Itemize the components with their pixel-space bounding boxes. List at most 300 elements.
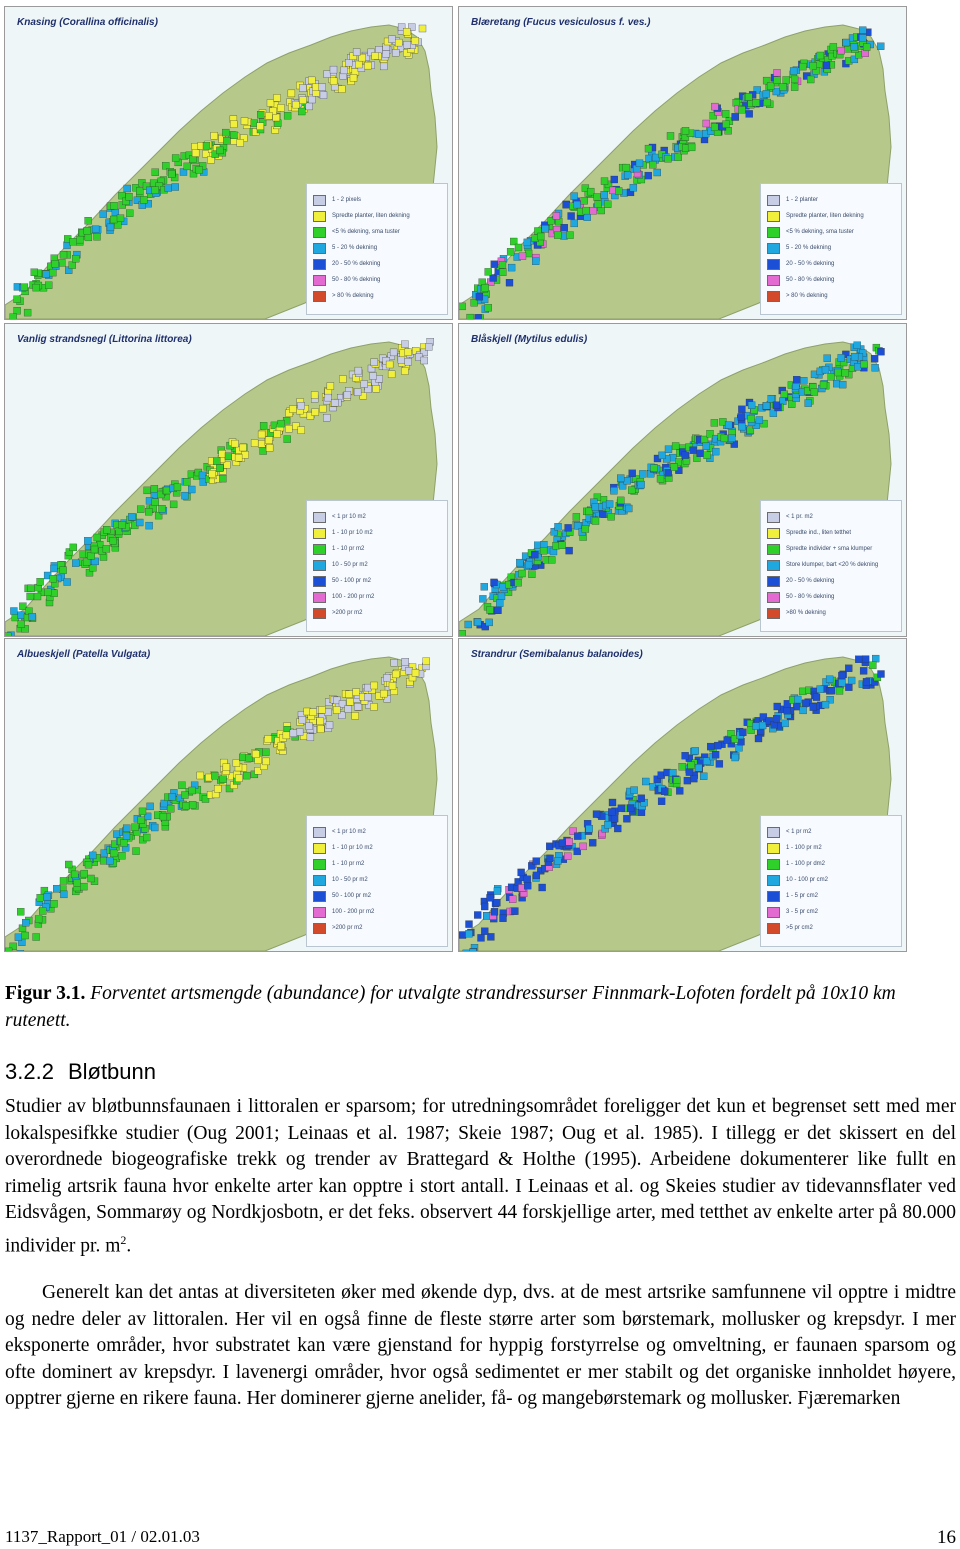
legend-swatch xyxy=(767,827,780,838)
legend-swatch xyxy=(313,560,326,571)
grid-cell xyxy=(168,171,175,178)
map-panel-strandrur xyxy=(458,638,907,952)
grid-cell xyxy=(94,534,101,541)
grid-cell xyxy=(555,523,562,530)
grid-cell xyxy=(487,607,494,614)
grid-cell xyxy=(192,150,199,157)
grid-cell xyxy=(481,903,488,910)
legend-swatch xyxy=(313,259,326,270)
grid-cell xyxy=(405,349,412,356)
grid-cell xyxy=(189,787,196,794)
grid-cell xyxy=(567,232,574,239)
legend-label: 5 - 20 % dekning xyxy=(786,245,832,251)
grid-cell xyxy=(703,120,710,127)
grid-cell xyxy=(84,227,91,234)
grid-cell xyxy=(178,782,185,789)
map-legend xyxy=(760,815,902,947)
legend-entry xyxy=(313,226,400,238)
paragraph-1-end: . xyxy=(126,1235,132,1257)
grid-cell xyxy=(354,389,361,396)
grid-cell xyxy=(318,706,325,713)
grid-cell xyxy=(500,915,507,922)
legend-label: 100 - 200 pr m2 xyxy=(332,909,375,915)
grid-cell xyxy=(310,709,317,716)
grid-cell xyxy=(822,366,829,373)
grid-cell xyxy=(5,948,12,951)
legend-label: 1 - 2 pixels xyxy=(332,197,362,203)
grid-cell xyxy=(587,188,594,195)
grid-cell xyxy=(77,236,84,243)
legend-label: 50 - 80 % dekning xyxy=(332,277,381,283)
grid-cell xyxy=(405,358,412,365)
grid-cell xyxy=(299,716,306,723)
grid-cell xyxy=(851,43,858,50)
grid-cell xyxy=(285,425,292,432)
grid-cell xyxy=(160,813,167,820)
grid-cell xyxy=(133,848,140,855)
grid-cell xyxy=(537,233,544,240)
figure-caption xyxy=(5,980,957,1034)
grid-cell xyxy=(623,815,630,822)
grid-cell xyxy=(423,658,430,665)
grid-cell xyxy=(667,132,674,139)
grid-cell xyxy=(338,86,345,93)
grid-cell xyxy=(21,284,28,291)
grid-cell xyxy=(85,861,92,868)
grid-cell xyxy=(553,212,560,219)
grid-cell xyxy=(657,475,664,482)
grid-cell xyxy=(231,440,238,447)
grid-cell xyxy=(211,132,218,139)
grid-cell xyxy=(629,470,636,477)
grid-cell xyxy=(170,501,177,508)
grid-cell xyxy=(165,185,172,192)
legend-entry xyxy=(767,194,818,206)
legend-label: 50 - 80 % dekning xyxy=(786,277,835,283)
grid-cell xyxy=(126,210,133,217)
grid-cell xyxy=(308,77,315,84)
grid-cell xyxy=(763,90,770,97)
legend-swatch xyxy=(313,907,326,918)
grid-cell xyxy=(199,472,206,479)
grid-cell xyxy=(604,201,611,208)
grid-cell xyxy=(346,691,353,698)
grid-cell xyxy=(733,99,740,106)
grid-cell xyxy=(774,69,781,76)
grid-cell xyxy=(71,871,78,878)
grid-cell xyxy=(783,77,790,84)
grid-cell xyxy=(288,90,295,97)
grid-cell xyxy=(661,788,668,795)
grid-cell xyxy=(842,369,849,376)
grid-cell xyxy=(753,99,760,106)
grid-cell xyxy=(712,448,719,455)
legend-entry xyxy=(313,559,368,571)
grid-cell xyxy=(624,171,631,178)
grid-cell xyxy=(763,402,770,409)
grid-cell xyxy=(390,349,397,356)
legend-swatch xyxy=(767,875,780,886)
grid-cell xyxy=(319,405,326,412)
grid-cell xyxy=(467,314,474,319)
legend-swatch xyxy=(767,859,780,870)
map-legend xyxy=(760,500,902,632)
legend-entry xyxy=(313,274,380,286)
legend-swatch xyxy=(313,227,326,238)
grid-cell xyxy=(581,197,588,204)
grid-cell xyxy=(839,381,846,388)
grid-cell xyxy=(630,184,637,191)
grid-cell xyxy=(352,712,359,719)
grid-cell xyxy=(139,808,146,815)
grid-cell xyxy=(169,793,176,800)
grid-cell xyxy=(844,45,851,52)
grid-cell xyxy=(330,78,337,85)
grid-cell xyxy=(673,777,680,784)
grid-cell xyxy=(642,778,649,785)
grid-cell xyxy=(70,238,77,245)
grid-cell xyxy=(151,824,158,831)
legend-swatch xyxy=(767,923,780,934)
grid-cell xyxy=(524,882,531,889)
grid-cell xyxy=(794,696,801,703)
grid-cell xyxy=(519,253,526,260)
grid-cell xyxy=(682,752,689,759)
caption-label: Figur 3.1. xyxy=(5,983,86,1004)
grid-cell xyxy=(110,216,117,223)
grid-cell xyxy=(561,224,568,231)
grid-cell xyxy=(711,103,718,110)
grid-cell xyxy=(859,27,866,34)
grid-cell xyxy=(24,309,31,316)
legend-entry xyxy=(313,290,374,302)
grid-cell xyxy=(748,415,755,422)
grid-cell xyxy=(240,444,247,451)
grid-cell xyxy=(172,184,179,191)
grid-cell xyxy=(654,169,661,176)
grid-cell xyxy=(793,376,800,383)
grid-cell xyxy=(478,934,485,941)
grid-cell xyxy=(85,234,92,241)
section-title: Bløtbunn xyxy=(67,1059,156,1084)
grid-cell xyxy=(384,674,391,681)
legend-label: >80 % dekning xyxy=(786,610,826,616)
grid-cell xyxy=(800,377,807,384)
grid-cell xyxy=(188,486,195,493)
legend-entry xyxy=(767,543,872,555)
grid-cell xyxy=(163,487,170,494)
grid-cell xyxy=(376,46,383,53)
grid-cell xyxy=(707,743,714,750)
grid-cell xyxy=(235,775,242,782)
grid-cell xyxy=(350,74,357,81)
grid-cell xyxy=(15,934,22,941)
grid-cell xyxy=(124,185,131,192)
grid-cell xyxy=(614,825,621,832)
grid-cell xyxy=(312,409,319,416)
grid-cell xyxy=(299,85,306,92)
grid-cell xyxy=(293,101,300,108)
grid-cell xyxy=(481,583,488,590)
grid-cell xyxy=(237,139,244,146)
grid-cell xyxy=(373,385,380,392)
grid-cell xyxy=(274,94,281,101)
grid-cell xyxy=(721,435,728,442)
grid-cell xyxy=(860,667,867,674)
legend-entry xyxy=(767,511,813,523)
grid-cell xyxy=(854,342,861,349)
legend-swatch xyxy=(767,512,780,523)
footer-report-id: 1137_Rapport_01 / 02.01.03 xyxy=(5,1527,200,1546)
legend-label: Store klumper, bart <20 % dekning xyxy=(786,562,879,568)
grid-cell xyxy=(878,348,885,355)
grid-cell xyxy=(830,43,837,50)
grid-cell xyxy=(222,129,229,136)
grid-cell xyxy=(33,284,40,291)
grid-cell xyxy=(566,838,573,845)
legend-entry xyxy=(767,258,834,270)
grid-cell xyxy=(599,511,606,518)
grid-cell xyxy=(790,68,797,75)
grid-cell xyxy=(147,803,154,810)
grid-cell xyxy=(74,879,81,886)
grid-cell xyxy=(528,571,535,578)
grid-cell xyxy=(793,703,800,710)
grid-cell xyxy=(748,402,755,409)
legend-label: 20 - 50 % dekning xyxy=(332,261,381,267)
grid-cell xyxy=(278,743,285,750)
grid-cell xyxy=(391,659,398,666)
grid-cell xyxy=(274,431,281,438)
grid-cell xyxy=(859,34,866,41)
grid-cell xyxy=(404,41,411,48)
grid-cell xyxy=(267,100,274,107)
legend-label: 10 - 50 pr m2 xyxy=(332,877,368,883)
grid-cell xyxy=(371,359,378,366)
grid-cell xyxy=(828,373,835,380)
grid-cell xyxy=(53,885,60,892)
grid-cell xyxy=(128,513,135,520)
grid-cell xyxy=(690,775,697,782)
legend-entry xyxy=(767,242,831,254)
legend-swatch xyxy=(313,528,326,539)
grid-cell xyxy=(120,840,127,847)
legend-entry xyxy=(767,842,822,854)
grid-cell xyxy=(18,612,25,619)
grid-cell xyxy=(854,363,861,370)
paragraph-1-text: Studier av bløtbunnsfaunaen i littoralen er sparsom; for utredningsområdet foreligger det kun et begrenset sett med mer lokalspesifkke studier (Oug 2001; Leinaas et al. 1987; Skeie 1987; Oug et al. 1985). I tillegg er det skissert en del overordnede biogeografiske trekk og trender av Brattegard & Holthe (1995). Arbeidene dokumenterer like fullt en rimelig artsrik fauna hvor enkelte arter kan opptre i stort antall. I Leinaas et al. og Skeies studier av tidevannsflater ved Eidsvågen, Sommarøy og Nordkjosbotn, er det feks. observert 44 forskjellige arter, med tetthet av enkelte arter på 80.000 individer pr. m xyxy=(5,1096,956,1257)
grid-cell xyxy=(627,805,634,812)
grid-cell xyxy=(370,373,377,380)
map-figure xyxy=(4,6,906,952)
legend-entry xyxy=(313,242,377,254)
grid-cell xyxy=(533,858,540,865)
legend-swatch xyxy=(313,827,326,838)
grid-cell xyxy=(574,201,581,208)
grid-cell xyxy=(574,833,581,840)
legend-swatch xyxy=(767,592,780,603)
map-panel-albueskjell xyxy=(4,638,453,952)
legend-label: 1 - 10 pr 10 m2 xyxy=(332,530,373,536)
grid-cell xyxy=(586,825,593,832)
grid-cell xyxy=(782,720,789,727)
grid-cell xyxy=(327,383,334,390)
grid-cell xyxy=(311,392,318,399)
legend-swatch xyxy=(767,275,780,286)
grid-cell xyxy=(402,658,409,665)
grid-cell xyxy=(14,307,21,314)
grid-cell xyxy=(110,537,117,544)
grid-cell xyxy=(65,861,72,868)
grid-cell xyxy=(89,852,96,859)
grid-cell xyxy=(182,492,189,499)
grid-cell xyxy=(85,217,92,224)
legend-entry xyxy=(767,858,825,870)
grid-cell xyxy=(241,118,248,125)
grid-cell xyxy=(506,279,513,286)
grid-cell xyxy=(324,71,331,78)
grid-cell xyxy=(615,188,622,195)
grid-cell xyxy=(380,690,387,697)
grid-cell xyxy=(491,908,498,915)
legend-entry xyxy=(767,274,834,286)
grid-cell xyxy=(724,737,731,744)
grid-cell xyxy=(494,888,501,895)
grid-cell xyxy=(309,96,316,103)
grid-cell xyxy=(284,436,291,443)
grid-cell xyxy=(28,585,35,592)
grid-cell xyxy=(126,193,133,200)
grid-cell xyxy=(123,825,130,832)
grid-cell xyxy=(732,754,739,761)
map-title: Vanlig strandsnegl (Littorina littorea) xyxy=(17,334,192,345)
grid-cell xyxy=(298,402,305,409)
grid-cell xyxy=(482,284,489,291)
grid-cell xyxy=(183,802,190,809)
map-panel-blaskjell xyxy=(458,323,907,637)
grid-cell xyxy=(824,355,831,362)
legend-entry xyxy=(767,826,812,838)
grid-cell xyxy=(764,99,771,106)
grid-cell xyxy=(645,145,652,152)
grid-cell xyxy=(608,513,615,520)
grid-cell xyxy=(774,77,781,84)
grid-cell xyxy=(266,112,273,119)
map-title: Albueskjell (Patella Vulgata) xyxy=(17,649,151,660)
grid-cell xyxy=(88,875,95,882)
legend-swatch xyxy=(767,243,780,254)
legend-swatch xyxy=(313,512,326,523)
legend-label: 1 - 10 pr m2 xyxy=(332,861,365,867)
grid-cell xyxy=(672,443,679,450)
grid-cell xyxy=(524,876,531,883)
grid-cell xyxy=(183,478,190,485)
grid-cell xyxy=(711,124,718,131)
grid-cell xyxy=(181,792,188,799)
legend-label: > 80 % dekning xyxy=(786,293,828,299)
grid-cell xyxy=(531,551,538,558)
grid-cell xyxy=(307,734,314,741)
grid-cell xyxy=(347,698,354,705)
grid-cell xyxy=(225,453,232,460)
legend-label: Spredte planter, liten dekning xyxy=(332,213,410,219)
grid-cell xyxy=(788,401,795,408)
grid-cell xyxy=(515,579,522,586)
grid-cell xyxy=(773,715,780,722)
legend-entry xyxy=(767,591,834,603)
grid-cell xyxy=(665,446,672,453)
grid-cell xyxy=(196,167,203,174)
grid-cell xyxy=(320,92,327,99)
legend-label: 10 - 100 pr cm2 xyxy=(786,877,829,883)
grid-cell xyxy=(364,684,371,691)
grid-cell xyxy=(485,268,492,275)
grid-cell xyxy=(487,894,494,901)
grid-cell xyxy=(103,545,110,552)
grid-cell xyxy=(151,485,158,492)
grid-cell xyxy=(389,36,396,43)
grid-cell xyxy=(823,62,830,69)
grid-cell xyxy=(688,144,695,151)
map-title: Blåskjell (Mytilus edulis) xyxy=(471,334,588,345)
grid-cell xyxy=(723,121,730,128)
grid-cell xyxy=(738,406,745,413)
grid-cell xyxy=(878,671,885,678)
grid-cell xyxy=(31,269,38,276)
grid-cell xyxy=(69,262,76,269)
grid-cell xyxy=(64,242,71,249)
legend-label: 20 - 50 % dekning xyxy=(786,578,835,584)
grid-cell xyxy=(45,282,52,289)
grid-cell xyxy=(263,758,270,765)
grid-cell xyxy=(364,694,371,701)
grid-cell xyxy=(64,579,71,586)
grid-cell xyxy=(81,870,88,877)
grid-cell xyxy=(152,169,159,176)
grid-cell xyxy=(617,497,624,504)
legend-label: >200 pr m2 xyxy=(332,610,363,616)
legend-entry xyxy=(313,890,371,902)
grid-cell xyxy=(495,607,502,614)
grid-cell xyxy=(72,255,79,262)
grid-cell xyxy=(711,419,718,426)
grid-cell xyxy=(631,787,638,794)
grid-cell xyxy=(235,454,242,461)
grid-cell xyxy=(230,121,237,128)
grid-cell xyxy=(568,213,575,220)
legend-entry xyxy=(767,874,828,886)
grid-cell xyxy=(566,547,573,554)
grid-cell xyxy=(376,375,383,382)
grid-cell xyxy=(344,392,351,399)
grid-cell xyxy=(574,522,581,529)
grid-cell xyxy=(140,196,147,203)
grid-cell xyxy=(877,43,884,50)
grid-cell xyxy=(111,202,118,209)
grid-cell xyxy=(319,84,326,91)
grid-cell xyxy=(216,465,223,472)
map-legend xyxy=(306,500,448,632)
legend-swatch xyxy=(313,275,326,286)
grid-cell xyxy=(755,735,762,742)
grid-cell xyxy=(110,850,117,857)
legend-label: 1 - 100 pr dm2 xyxy=(786,861,826,867)
grid-cell xyxy=(223,764,230,771)
grid-cell xyxy=(589,839,596,846)
grid-cell xyxy=(383,50,390,57)
grid-cell xyxy=(5,633,11,636)
grid-cell xyxy=(839,679,846,686)
